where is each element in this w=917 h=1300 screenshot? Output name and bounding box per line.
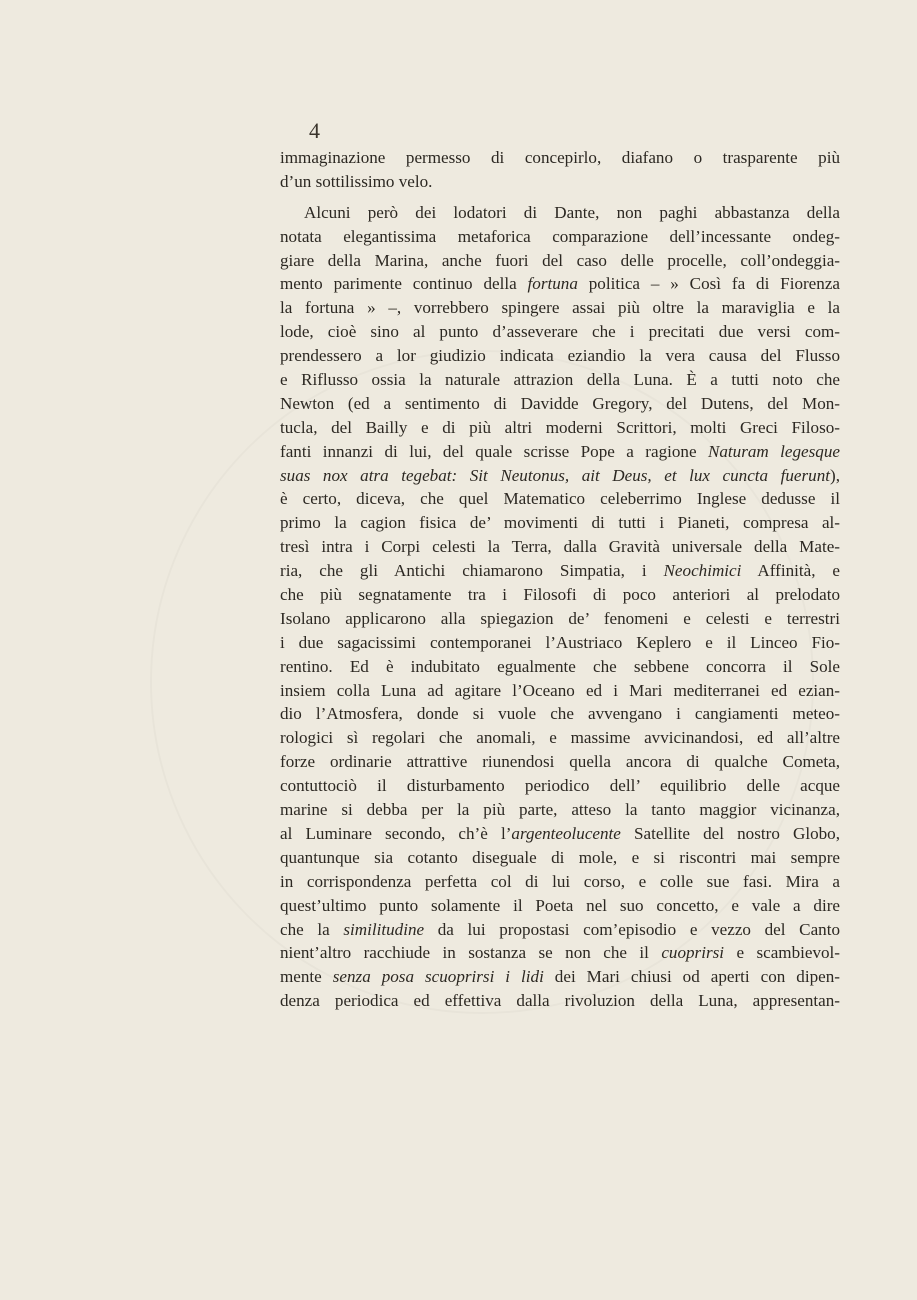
text-run: politica – » Così fa di Fiorenza <box>577 274 840 294</box>
text-line <box>280 249 840 273</box>
text-run: ), <box>830 465 840 485</box>
text-line <box>280 894 840 918</box>
text-run: tresì intra i Corpi celesti la Terra, dalla Gravità universale della Mate- <box>280 537 840 557</box>
text-run: Newton (ed a sentimento di Davidde Gregory, del Dutens, del Mon- <box>280 393 840 413</box>
italic-run: senza posa scuoprirsi i lidi <box>332 967 544 987</box>
text-line <box>280 272 840 296</box>
text-run: marine si debba per la più parte, atteso la tanto maggior vicinanza, <box>280 800 840 820</box>
text-run: Isolano applicarono alla spiegazion de’ fenomeni e celesti e terrestri <box>280 608 840 628</box>
text-line <box>280 822 840 846</box>
text-run: in corrispondenza perfetta col di lui corso, e colle sue fasi. Mira a <box>280 871 840 891</box>
italic-run: fortuna <box>527 274 578 294</box>
text-run: i due sagacissimi contemporanei l’Austriaco Keplero e il Linceo Fio- <box>280 632 840 652</box>
text-run: quantunque sia cotanto diseguale di mole, e si riscontri mai sempre <box>280 847 840 867</box>
text-run: da lui propostasi com’episodio e vezzo del Canto <box>424 919 840 939</box>
text-run: Affinità, e <box>741 561 841 581</box>
text-line <box>280 965 840 989</box>
text-run: e scambievol- <box>724 943 840 963</box>
text-line <box>280 726 840 750</box>
text-line <box>280 798 840 822</box>
text-line <box>280 655 840 679</box>
text-run: e Riflusso ossia la naturale attrazion della Luna. È a tutti noto che <box>280 370 840 390</box>
text-run: fanti innanzi di lui, del quale scrisse Pope a ragione <box>280 441 708 461</box>
text-line <box>280 392 840 416</box>
page-number: 4 <box>309 118 320 143</box>
text-line <box>280 296 840 320</box>
text-line <box>280 535 840 559</box>
text-run: primo la cagion fisica de’ movimenti di tutti i Pianeti, compresa al- <box>280 513 840 533</box>
italic-run: similitudine <box>343 919 425 939</box>
text-run: tucla, del Bailly e di più altri moderni Scrittori, molti Greci Filoso- <box>280 417 840 437</box>
italic-run: argenteolucente <box>511 823 621 843</box>
text-run: ria, che gli Antichi chiamarono Simpatia, i <box>280 561 664 581</box>
text-line <box>280 201 840 225</box>
text-run: prendessero a lor giudizio indicata eziandio la vera causa del Flusso <box>280 346 840 366</box>
text-run: giare della Marina, anche fuori del caso delle procelle, coll’ondeggia- <box>280 250 840 270</box>
italic-run: Neochimici <box>663 561 742 581</box>
text-line <box>280 702 840 726</box>
text-run: lode, cioè sino al punto d’asseverare che i precitati due versi com- <box>280 322 840 342</box>
text-run: mento parimente continuo della <box>280 274 528 294</box>
text-line <box>280 368 840 392</box>
text-line <box>280 146 840 170</box>
text-run: dio l’Atmosfera, donde si vuole che avvengano i cangiamenti meteo- <box>280 704 840 724</box>
text-line <box>280 774 840 798</box>
text-run: denza periodica ed effettiva dalla rivoluzion della Luna, appresentan- <box>280 991 840 1011</box>
text-line <box>280 511 840 535</box>
text-run: la fortuna » –, vorrebbero spingere assai più oltre la maraviglia e la <box>280 298 840 318</box>
text-run: insiem colla Luna ad agitare l’Oceano ed i Mari mediterranei ed ezian- <box>280 680 840 700</box>
text-run: immaginazione permesso di concepirlo, diafano o trasparente più <box>280 148 840 167</box>
text-line <box>280 941 840 965</box>
text-run: rologici sì regolari che anomali, e massime avvicinandosi, ed all’altre <box>280 728 840 748</box>
text-run: dei Mari chiusi od aperti con dipen- <box>543 967 840 987</box>
text-run: che la <box>280 919 344 939</box>
text-run: che più segnatamente tra i Filosofi di poco anteriori al prelodato <box>280 585 840 605</box>
text-line <box>280 631 840 655</box>
text-run: d’un sottilissimo velo. <box>280 171 433 191</box>
text-line <box>280 225 840 249</box>
text-run: è certo, diceva, che quel Matematico celeberrimo Inglese dedusse il <box>280 489 840 509</box>
text-line <box>280 320 840 344</box>
text-line <box>280 440 840 464</box>
text-line <box>280 846 840 870</box>
text-run: notata elegantissima metaforica comparazione dell’incessante ondeg- <box>280 226 840 246</box>
text-line <box>280 583 840 607</box>
text-line <box>280 607 840 631</box>
text-line <box>280 750 840 774</box>
text-run: nient’altro racchiude in sostanza se non che il <box>280 943 662 963</box>
text-run: contuttociò il disturbamento periodico dell’ equilibrio delle acque <box>280 776 840 796</box>
text-line <box>280 559 840 583</box>
body-text <box>280 146 840 1013</box>
text-line <box>280 918 840 942</box>
text-line <box>280 170 840 194</box>
text-run: forze ordinarie attrattive riunendosi quella ancora di qualche Cometa, <box>280 752 840 772</box>
text-run: al Luminare secondo, ch’è l’ <box>280 823 512 843</box>
text-line <box>280 416 840 440</box>
italic-run: suas nox atra tegebat: Sit Neutonus, ait Deus, et lux cuncta fuerunt <box>280 465 831 485</box>
text-line <box>280 487 840 511</box>
text-run: quest’ultimo punto solamente il Poeta nel suo concetto, e vale a dire <box>280 895 840 915</box>
italic-run: cuoprirsi <box>661 943 725 963</box>
text-run: rentino. Ed è indubitato egualmente che sebbene concorra il Sole <box>280 656 840 676</box>
text-line <box>280 344 840 368</box>
paragraph-gap <box>280 194 840 201</box>
text-line <box>280 870 840 894</box>
text-line <box>280 464 840 488</box>
text-line <box>280 679 840 703</box>
text-run: mente <box>280 967 333 987</box>
text-run: Alcuni però dei lodatori di Dante, non paghi abbastanza della <box>304 202 840 222</box>
italic-run: Naturam legesque <box>707 441 840 461</box>
text-run: Satellite del nostro Globo, <box>620 823 840 843</box>
text-line <box>280 989 840 1013</box>
